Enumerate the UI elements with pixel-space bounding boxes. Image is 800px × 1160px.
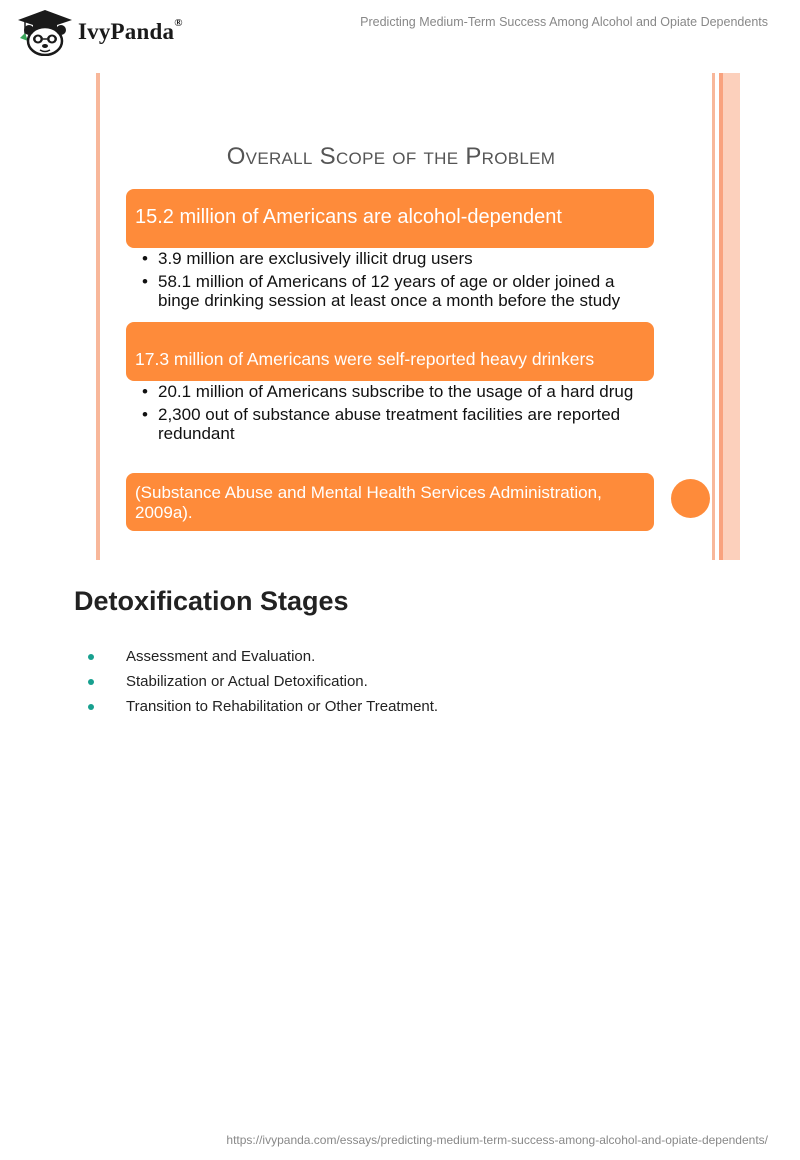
slide-bullet: • 20.1 million of Americans subscribe to the usage of a hard drug [142,382,652,401]
slide-bullets-2 [142,382,652,468]
bullet-dot-icon [88,679,94,685]
list-item [86,673,438,698]
slide-bullets-1 [142,249,652,319]
list-item-text: Transition to Rehabilitation or Other Treatment. [126,698,439,715]
slide-right-accent-bars [712,73,740,560]
bullet-dot-icon [88,704,94,710]
slide-box-alcohol-dependent: 15.2 million of Americans are alcohol-dependent [126,189,654,248]
slide-title: Overall Scope of the Problem [226,143,556,170]
slide-box-citation: (Substance Abuse and Mental Health Services Administration, 2009a). [126,473,654,531]
logo[interactable] [16,8,183,56]
presentation-slide [96,73,740,560]
slide-decorative-circle [671,479,710,518]
document-title: Predicting Medium-Term Success Among Alcohol and Opiate Dependents [360,15,768,29]
list-item [86,648,438,673]
logo-text: IvyPanda® [78,17,183,44]
panda-logo-icon [16,8,74,56]
list-item [86,698,438,723]
list-item-text: Assessment and Evaluation. [126,648,316,665]
slide-bullet: • 3.9 million are exclusively illicit drug users [142,249,652,268]
slide-box-heavy-drinkers: 17.3 million of Americans were self-reported heavy drinkers [126,322,654,381]
slide-bullet: • 58.1 million of Americans of 12 years of age or older joined a binge drinking session at least once a month before the study [142,272,652,310]
section-heading: Detoxification Stages [74,586,349,616]
slide-bullet: • 2,300 out of substance abuse treatment facilities are reported redundant [142,405,652,443]
source-url-link[interactable]: https://ivypanda.com/essays/predicting-medium-term-success-among-alcohol-and-opiate-dependents/ [226,1133,768,1147]
bullet-dot-icon [88,654,94,660]
detox-stages-list [86,648,438,723]
list-item-text: Stabilization or Actual Detoxification. [126,673,368,690]
